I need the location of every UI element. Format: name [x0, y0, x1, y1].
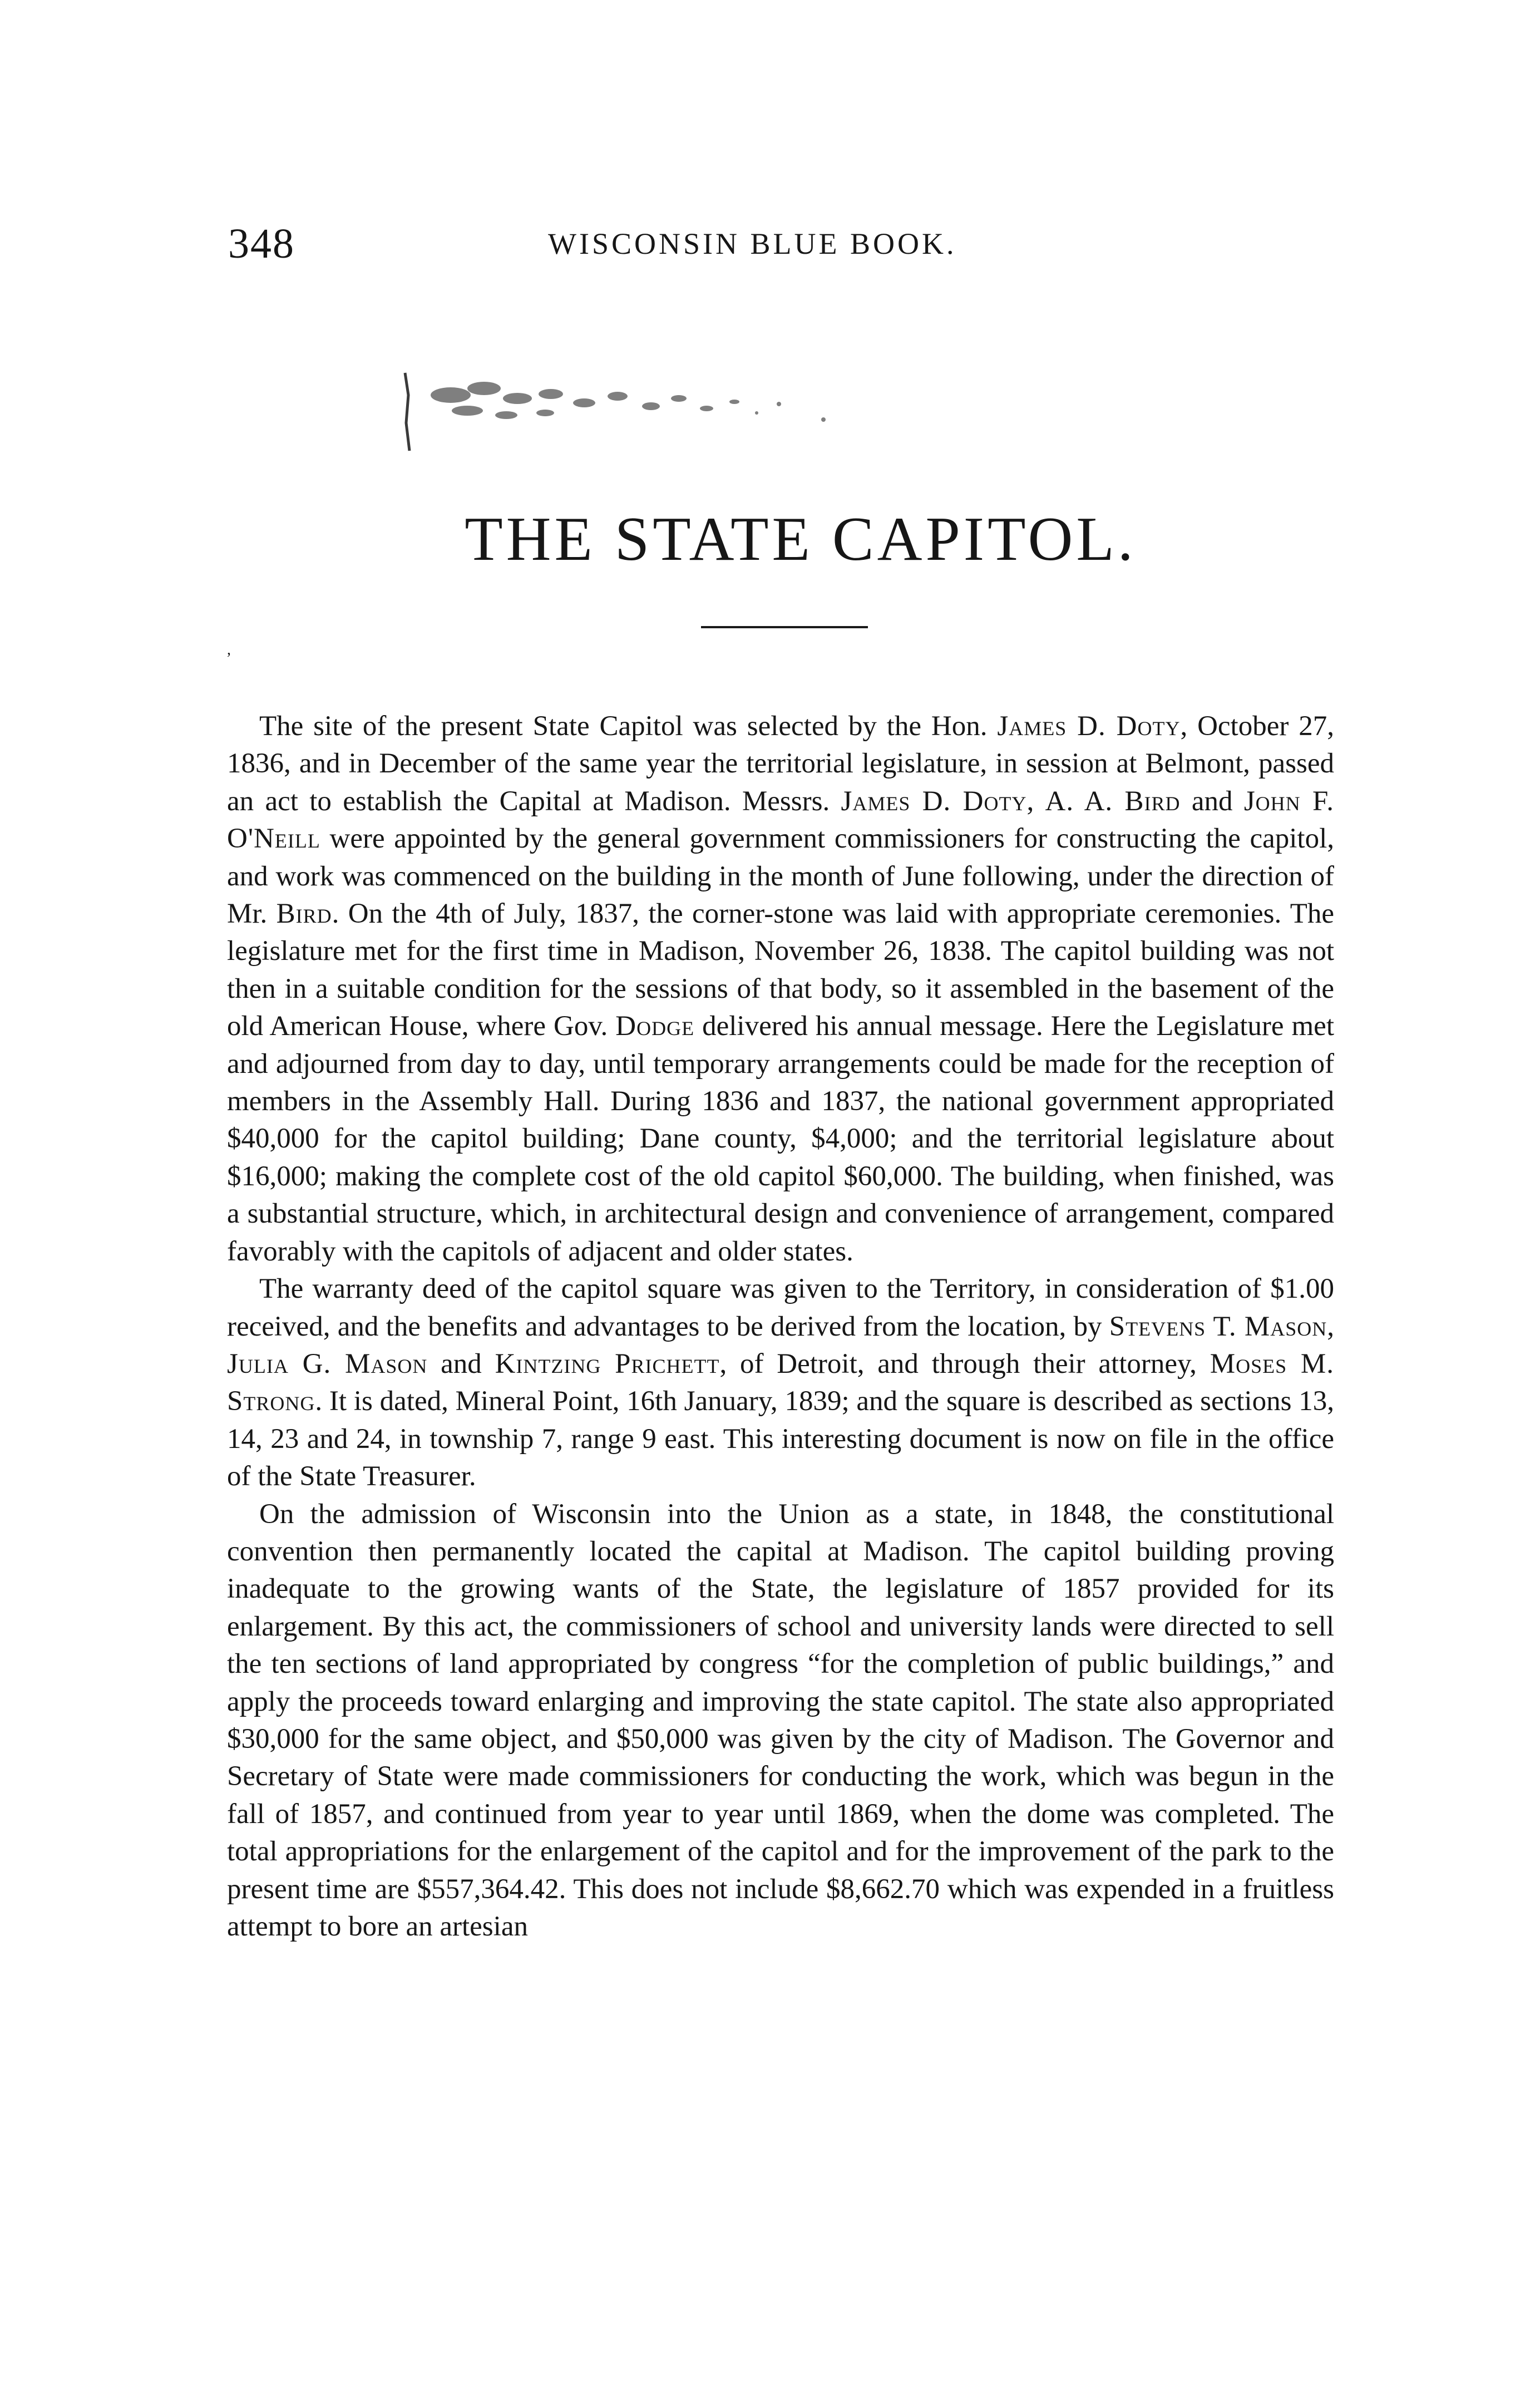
person-name: James D. Doty	[841, 785, 1027, 817]
text-run: ,	[1327, 1311, 1334, 1342]
body-text	[227, 708, 1334, 1945]
text-run: . On the 4th of July, 1837, the corner-stone was laid with appropriate ceremonies. The legislature met for the first time in Madison, November 26, 1838. The capitol building was not then in a suitable condition for the sessions of that body, so it assembled in the basement of the old American House, where Gov.	[227, 898, 1334, 1042]
text-run: ,	[1026, 785, 1045, 817]
text-run: The warranty deed of the capitol square was given to the Territory, in consideration of $1.00 received, and the benefits and advantages to be derived from the location, by	[227, 1273, 1334, 1342]
title-rule	[701, 626, 868, 628]
text-run: . It is dated, Mineral Point, 16th January, 1839; and the square is described as sections 13, 14, 23 and 24, in township 7, range 9 east. This interesting document is now on file in the office of the State Treasurer.	[227, 1386, 1334, 1492]
person-name: Bird	[276, 898, 332, 930]
page-header	[228, 220, 1341, 270]
person-name: A. A. Bird	[1045, 785, 1181, 817]
stray-mark: ,	[227, 641, 231, 658]
person-name: Dodge	[615, 1011, 695, 1042]
person-name: Moses M. Strong	[227, 1348, 1334, 1417]
text-run: delivered his annual message. Here the Legislature met and adjourned from day to day, until temporary arrangements could be made for the reception of members in the Assembly Hall. During 1836 and 1837, the national government appropriated $40,000 for the capitol building; Dane county, $4,000; and the territorial legislature about $16,000; making the complete cost of the old capitol $60,000. The building, when finished, was a substantial structure, which, in architectural design and convenience of arrangement, compared favorably with the capitols of adjacent and older states.	[227, 1011, 1334, 1267]
person-name: Kintzing Prichett	[495, 1348, 720, 1380]
ink-smudge	[401, 362, 840, 462]
paragraph	[227, 708, 1334, 1270]
text-run: On the admission of Wisconsin into the Union as a state, in 1848, the constitutional convention then permanently located the capital at Madison. The capitol building proving inadequate to the growing wants of the State, the legislature of 1857 provided for its enlargement. By this act, the commissioners of school and university lands were directed to sell the ten sections of land appropriated by congress “for the completion of public buildings,” and apply the proceeds toward enlarging and improving the state capitol. The state also appropriated $30,000 for the same object, and $50,000 was given by the city of Madison. The Governor and Secretary of State were made commissioners for conducting the work, which was begun in the fall of 1857, and continued from year to year until 1869, when the dome was completed. The total appropriations for the enlargement of the capitol and for the improvement of the park to the present time are $557,364.42. This does not include $8,662.70 which was expended in a fruitless attempt to bore an artesian	[227, 1498, 1334, 1942]
page-title: THE STATE CAPITOL.	[465, 505, 1137, 574]
paragraph	[227, 1496, 1334, 1946]
running-head: WISCONSIN BLUE BOOK.	[548, 227, 957, 260]
paragraph	[227, 1270, 1334, 1495]
page-number: 348	[228, 220, 295, 267]
text-run: The site of the present State Capitol was selected by the Hon.	[259, 711, 998, 742]
text-run: and	[427, 1348, 495, 1380]
text-run: , October 27, 1836, and in December of the same year the territorial legislature, in session at Belmont, passed an act to establish the Capital at Madison. Messrs.	[227, 711, 1334, 817]
text-run: , of Detroit, and through their attorney,	[719, 1348, 1210, 1380]
person-name: Julia G. Mason	[227, 1348, 428, 1380]
text-run: and	[1180, 785, 1244, 817]
person-name: James D. Doty	[997, 711, 1181, 742]
person-name: Stevens T. Mason	[1109, 1311, 1327, 1342]
person-name: John F. O'Neill	[227, 785, 1335, 855]
text-run: were appointed by the general government commissioners for constructing the capitol, and work was commenced on the building in the month of June following, under the direction of Mr.	[227, 823, 1334, 930]
